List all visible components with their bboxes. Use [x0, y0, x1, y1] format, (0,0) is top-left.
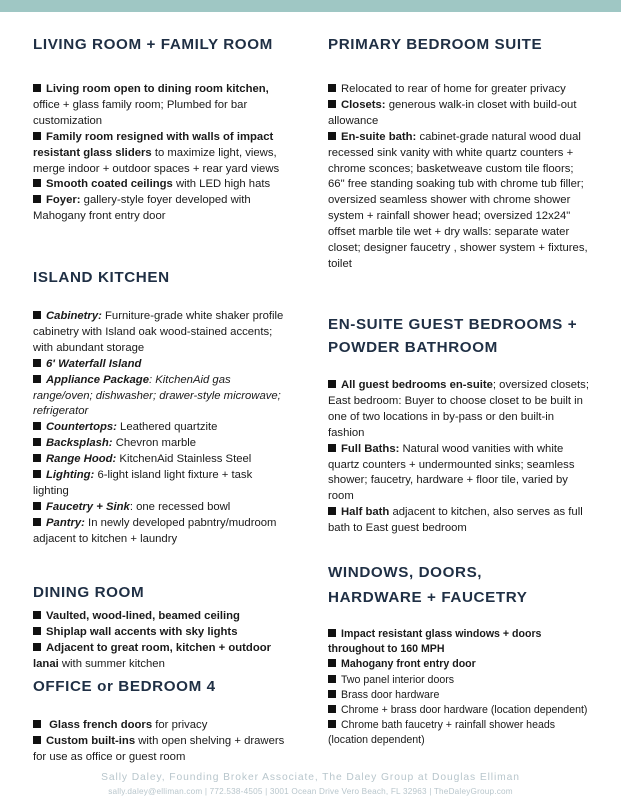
- list-item: Pantry: In newly developed pabntry/mudroom adjacent to kitchen + laundry: [33, 516, 277, 545]
- list-item: Family room resigned with walls of impact resistant glass sliders to maximize light, views, merge indoor + outdoor spaces + rear yard views: [33, 130, 280, 175]
- list-item: Living room open to dining room kitchen, office + glass family room; Plumbed for bar customization: [33, 83, 269, 127]
- square-bullet-icon: [33, 179, 41, 187]
- square-bullet-icon: [33, 132, 41, 140]
- list-item: Adjacent to great room, kitchen + outdoor lanai with summer kitchen: [33, 641, 272, 670]
- top-accent-bar: [0, 0, 621, 12]
- right-column: [328, 28, 590, 749]
- list-item: Half bath adjacent to kitchen, also serves as full bath to East guest bedroom: [328, 506, 583, 535]
- list-item: 6' Waterfall Island: [33, 357, 288, 373]
- square-bullet-icon: [33, 611, 41, 619]
- square-bullet-icon: [328, 100, 336, 108]
- section-title: LIVING ROOM + FAMILY ROOM: [33, 36, 273, 53]
- section-primary-bedroom: [328, 33, 590, 313]
- square-bullet-icon: [328, 380, 336, 388]
- square-bullet-icon: [33, 422, 41, 430]
- square-bullet-icon: [33, 359, 41, 367]
- section-title: EN-SUITE GUEST BEDROOMS + POWDER BATHROOM: [328, 316, 578, 356]
- square-bullet-icon: [328, 444, 336, 452]
- square-bullet-icon: [33, 502, 41, 510]
- square-bullet-icon: [33, 627, 41, 635]
- list-item: Smooth coated ceilings with LED high hats: [33, 177, 288, 193]
- square-bullet-icon: [328, 629, 336, 637]
- list-item: Full Baths: Natural wood vanities with white quartz counters + undermounted sinks; seamless shower; faucetry, hardware + floor tile, varied by room: [328, 442, 575, 503]
- list-item: Glass french doors for privacy: [33, 718, 288, 734]
- square-bullet-icon: [33, 195, 41, 203]
- list-item: Closets: generous walk-in closet with build-out allowance: [328, 98, 577, 127]
- list-item: Relocated to rear of home for greater privacy: [328, 82, 590, 98]
- left-column: [33, 28, 288, 766]
- section-office-bedroom: [33, 675, 288, 766]
- list-item: Backsplash: Chevron marble: [33, 436, 288, 452]
- list-item: Faucetry + Sink: one recessed bowl: [33, 500, 288, 516]
- section-island-kitchen: [33, 266, 288, 581]
- section-living-family: [33, 33, 288, 266]
- square-bullet-icon: [328, 84, 336, 92]
- list-item: Custom built-ins with open shelving + drawers for use as office or guest room: [33, 734, 285, 763]
- list-item: En-suite bath: cabinet-grade natural wood dual recessed sink vanity with white quartz counters + chrome sconces; basketweave custom tile floors; 66" free standing soaking tub with chrome tub filler; oversized seamless shower with chrome shower system + rainfall shower head; oversized 12x24" offset marble tile wet + dry walls: separate water closet; designer faucetry , shower system + fixtures, toilet: [328, 130, 588, 270]
- square-bullet-icon: [33, 736, 41, 744]
- square-bullet-icon: [33, 518, 41, 526]
- square-bullet-icon: [33, 84, 41, 92]
- list-item: Chrome + brass door hardware (location dependent): [328, 703, 590, 718]
- list-item: Two panel interior doors: [328, 673, 590, 688]
- list-item: Brass door hardware: [328, 688, 590, 703]
- list-item: Mahogany front entry door: [328, 657, 590, 672]
- footer-broker-line: Sally Daley, Founding Broker Associate, The Daley Group at Douglas Elliman: [101, 772, 520, 783]
- list-item: Countertops: Leathered quartzite: [33, 420, 288, 436]
- square-bullet-icon: [328, 507, 336, 515]
- section-title: OFFICE or BEDROOM 4: [33, 678, 216, 695]
- square-bullet-icon: [33, 643, 41, 651]
- list-item: Chrome bath faucetry + rainfall shower heads (location dependent): [328, 719, 556, 747]
- square-bullet-icon: [33, 311, 41, 319]
- square-bullet-icon: [328, 659, 336, 667]
- square-bullet-icon: [328, 675, 336, 683]
- list-item: Appliance Package: KitchenAid gas range/oven; dishwasher; drawer-style microwave; refrigerator: [33, 373, 281, 418]
- list-item: All guest bedrooms en-suite; oversized closets; East bedroom: Buyer to choose closet to be built in one of two locations in by-pass or den built-in fashion: [328, 379, 589, 439]
- square-bullet-icon: [328, 720, 336, 728]
- section-windows-doors: [328, 560, 590, 749]
- section-title: PRIMARY BEDROOM SUITE: [328, 36, 543, 53]
- list-item: Vaulted, wood-lined, beamed ceiling: [33, 609, 288, 625]
- square-bullet-icon: [328, 705, 336, 713]
- section-title: DINING ROOM: [33, 584, 145, 601]
- section-guest-bedrooms: [328, 313, 590, 560]
- square-bullet-icon: [33, 720, 41, 728]
- list-item: Lighting: 6-light island light fixture + task lighting: [33, 469, 253, 497]
- list-item: Foyer: gallery-style foyer developed with Mahogany front entry door: [33, 194, 251, 223]
- square-bullet-icon: [33, 470, 41, 478]
- square-bullet-icon: [33, 375, 41, 383]
- list-item: Shiplap wall accents with sky lights: [33, 625, 288, 641]
- footer-contact-line: sally.daley@elliman.com | 772.538-4505 | 3001 Ocean Drive Vero Beach, FL 32963 | TheDaleyGroup.com: [108, 787, 513, 796]
- list-item: Range Hood: KitchenAid Stainless Steel: [33, 452, 288, 468]
- section-title: WINDOWS, DOORS, HARDWARE + FAUCETRY: [328, 564, 528, 606]
- list-item: Impact resistant glass windows + doors throughout to 160 MPH: [328, 628, 542, 656]
- list-item: Cabinetry: Furniture-grade white shaker profile cabinetry with Island oak wood-stained accents; with abundant storage: [33, 310, 284, 354]
- square-bullet-icon: [328, 132, 336, 140]
- square-bullet-icon: [33, 438, 41, 446]
- square-bullet-icon: [328, 690, 336, 698]
- section-dining-room: [33, 581, 288, 675]
- section-title: ISLAND KITCHEN: [33, 269, 170, 286]
- square-bullet-icon: [33, 454, 41, 462]
